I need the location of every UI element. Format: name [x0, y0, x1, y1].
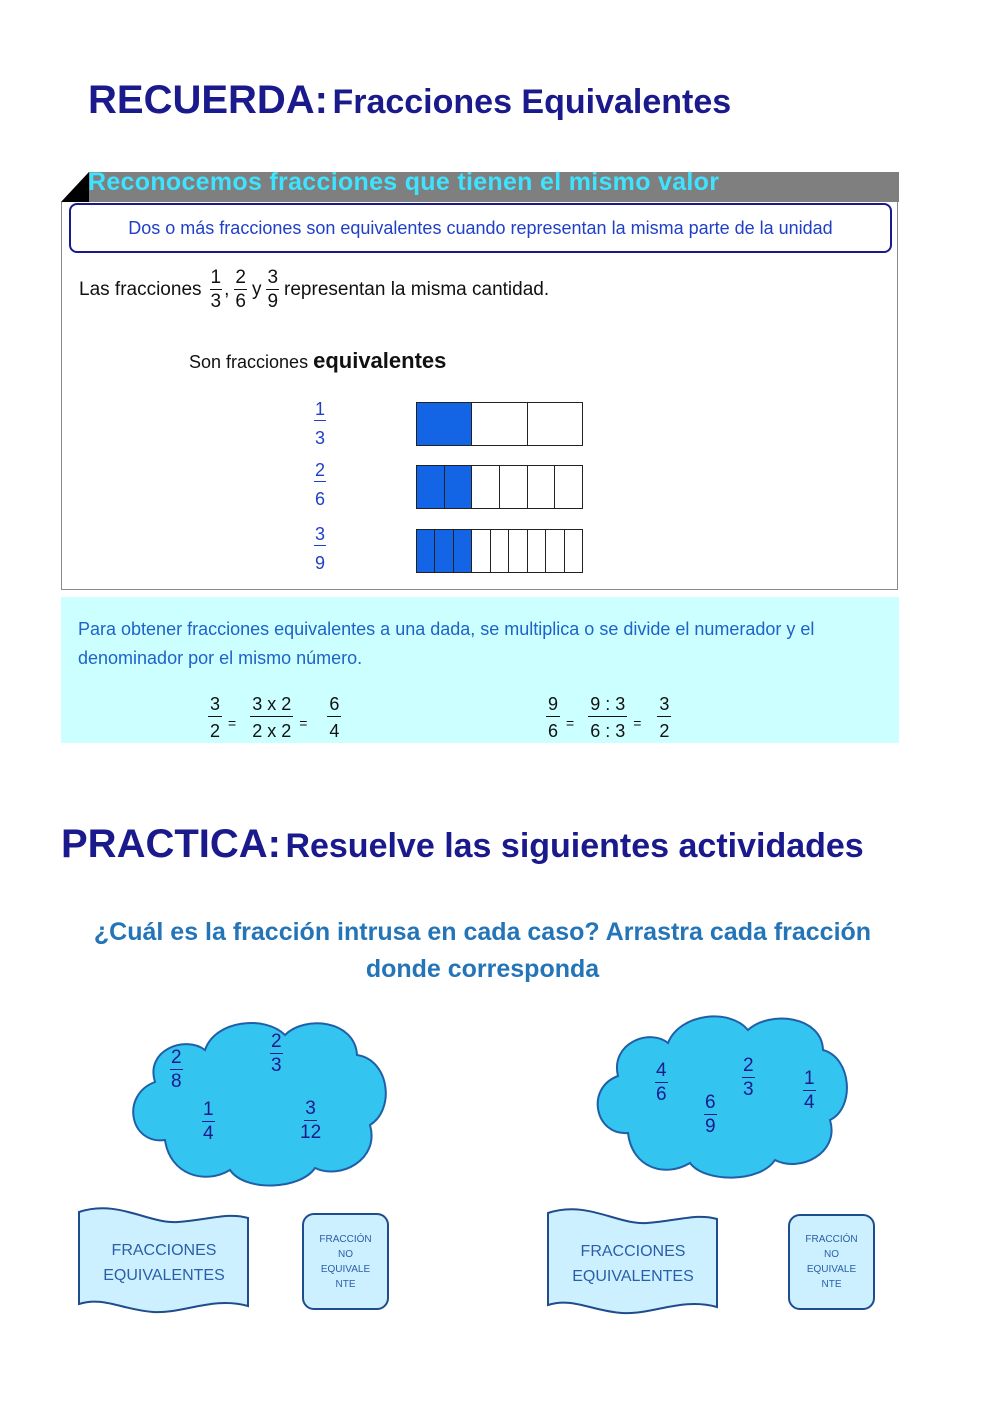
shaded-part [453, 530, 471, 572]
recuerda-title [88, 78, 731, 123]
empty-part [471, 530, 489, 572]
empty-part [545, 530, 563, 572]
cloud2-fraction-2-3[interactable]: $\frac{2}{3}$ [743, 1055, 754, 1100]
empty-part [471, 466, 499, 508]
viz-fraction-1: $\frac{1}{3}$ [315, 399, 326, 448]
empty-part [471, 403, 526, 445]
multiply-text: Para obtener fracciones equivalentes a una dada, se multiplica o se divide el numerador y el denominador por el mismo número. [78, 619, 815, 668]
cloud2-fraction-1-4[interactable]: $\frac{1}{4}$ [804, 1068, 815, 1113]
fraction-2-6: $\frac{2}{6}$ [235, 267, 246, 312]
band-corner-shadow [61, 172, 89, 202]
drop-zone-nonequivalent-2[interactable]: FRACCIÓN NO EQUIVALE NTE [788, 1214, 875, 1310]
son-bold: equivalentes [313, 348, 447, 373]
empty-part [499, 466, 527, 508]
fraction-bar-ninths [416, 529, 583, 573]
shaded-part [417, 403, 471, 445]
definition-box [69, 203, 892, 253]
shaded-part [417, 530, 434, 572]
cloud2-fraction-6-9[interactable]: $\frac{6}{9}$ [705, 1092, 716, 1137]
cloud1-fraction-3-12[interactable]: $\frac{3}{12}$ [300, 1098, 322, 1143]
comma: , [224, 278, 230, 300]
sentence-prefix: Las fracciones [79, 278, 202, 300]
fractions-sentence [79, 268, 549, 311]
empty-part [490, 530, 508, 572]
cloud-1 [125, 1010, 390, 1190]
shaded-part [417, 466, 444, 508]
recuerda-subtitle: Fracciones Equivalentes [332, 83, 732, 121]
cloud1-fraction-1-4[interactable]: $\frac{1}{4}$ [203, 1099, 214, 1144]
equivalent-heading [189, 348, 446, 374]
shaded-part [434, 530, 452, 572]
drop-zone-equivalent-2[interactable]: FRACCIONES EQUIVALENTES [572, 1243, 694, 1285]
drop-zone-equivalent-1[interactable]: FRACCIONES EQUIVALENTES [103, 1242, 225, 1284]
practica-label: PRACTICA: [61, 822, 281, 866]
empty-part [527, 403, 582, 445]
empty-part [554, 466, 582, 508]
fraction-bar-thirds [416, 402, 583, 446]
viz-fraction-2: $\frac{2}{6}$ [315, 460, 326, 509]
viz-fraction-3: $\frac{3}{9}$ [315, 524, 326, 573]
definition-text: Dos o más fracciones son equivalentes cuando representan la misma parte de la unidad [128, 217, 833, 238]
son-prefix: Son fracciones [189, 352, 309, 372]
drop-zone-nonequivalent-1[interactable]: FRACCIÓN NO EQUIVALE NTE [302, 1213, 389, 1310]
and-word: y [251, 278, 262, 300]
band-title: Reconocemos fracciones que tienen el mismo valor [88, 168, 720, 196]
sentence-suffix: representan la misma cantidad. [284, 278, 550, 300]
fraction-3-9: $\frac{3}{9}$ [267, 267, 279, 312]
cloud2-fraction-4-6[interactable]: $\frac{4}{6}$ [656, 1060, 667, 1105]
practica-subtitle: Resuelve las siguientes actividades [285, 827, 864, 865]
empty-part [527, 530, 545, 572]
practica-title [61, 822, 864, 867]
cloud1-fraction-2-8[interactable]: $\frac{2}{8}$ [171, 1047, 182, 1092]
cloud1-fraction-2-3[interactable]: $\frac{2}{3}$ [271, 1031, 282, 1076]
fraction-1-3: $\frac{1}{3}$ [210, 267, 222, 312]
equation-multiply: $\frac{3}{2}$ = $\frac{3 x 2}{2 x 2}$ = $\frac{6}{4}$ [210, 694, 340, 741]
shaded-part [444, 466, 472, 508]
empty-part [508, 530, 526, 572]
empty-part [527, 466, 555, 508]
empty-part [564, 530, 582, 572]
fraction-bar-sixths [416, 465, 583, 509]
recuerda-label: RECUERDA: [88, 78, 328, 122]
equation-divide: $\frac{9}{6}$ = $\frac{9 : 3}{6 : 3}$ = $\frac{3}{2}$ [548, 694, 670, 741]
instruction-text: ¿Cuál es la fracción intrusa en cada caso? Arrastra cada fracción donde corresponda [93, 918, 872, 983]
